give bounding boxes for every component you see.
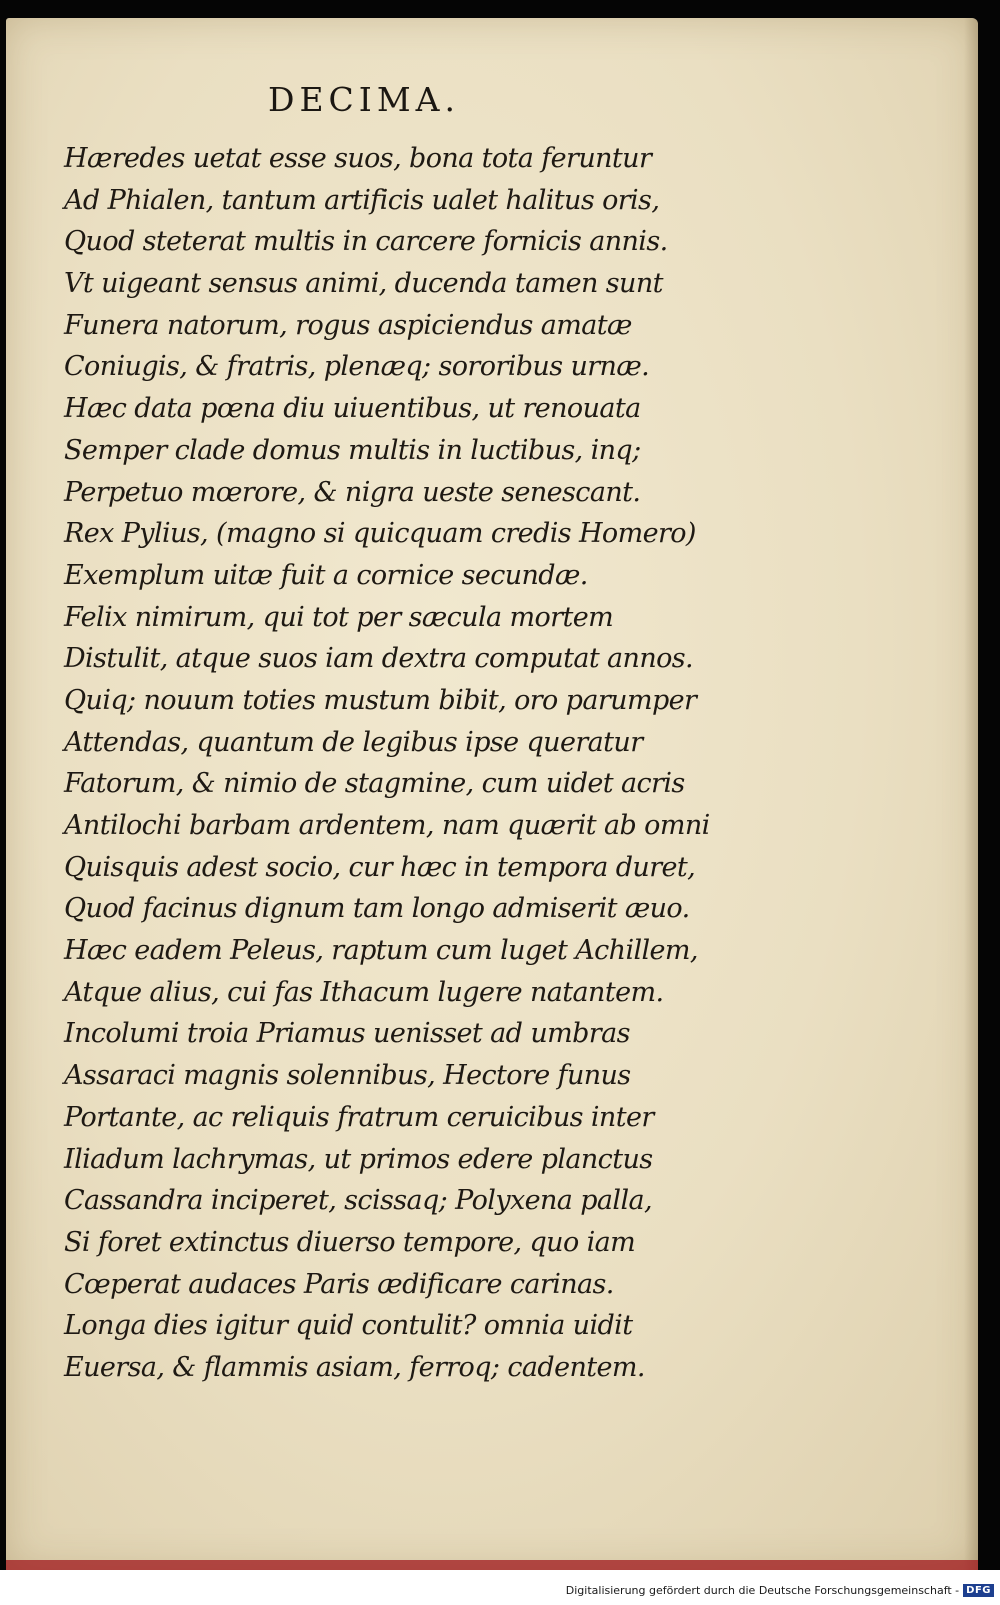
verse-line: Si foret extinctus diuerso tempore, quo iam [64,1226,636,1258]
verse-line: Ad Phialen, tantum artificis ualet halitus oris, [64,184,660,216]
verse-line: Antilochi barbam ardentem, nam quærit ab omni [64,810,710,841]
book-page [6,18,978,1570]
funding-credit: Digitalisierung gefördert durch die Deutsche Forschungsgemeinschaft - [565,1583,960,1597]
verse-line: Attendas, quantum de legibus ipse queratur [64,726,643,758]
verse-line: Hæc data pœna diu uiuentibus, ut renouata [64,393,641,425]
verse-line: Exemplum uitæ fuit a cornice secundæ. [64,559,588,591]
verse-line: Fatorum, & nimio de stagmine, cum uidet acris [64,768,685,800]
page-edge-shadow [964,18,978,1570]
verse-line: Quod steterat multis in carcere fornicis annis. [64,226,668,258]
verse-line: Hæc eadem Peleus, raptum cum luget Achillem, [64,935,698,967]
verse-line: Distulit, atque suos iam dextra computat annos. [64,643,694,675]
verse-line: Incolumi troia Priamus uenisset ad umbras [64,1018,630,1050]
running-head: DECIMA. [268,80,460,119]
verse-line: Vt uigeant sensus animi, ducenda tamen sunt [64,268,663,300]
verse-line: Portante, ac reliquis fratrum ceruicibus inter [64,1101,654,1133]
verse-line: Rex Pylius, (magno si quicquam credis Homero) [64,518,696,550]
verse-line: Funera natorum, rogus aspiciendus amatæ [64,309,632,341]
verse-text [64,138,710,1389]
verse-line: Quod facinus dignum tam longo admiserit æuo. [64,893,690,925]
verse-line: Quisquis adest socio, cur hæc in tempora duret, [64,851,696,883]
verse-line: Quiq; nouum toties mustum bibit, oro parumper [64,684,697,716]
verse-line: Cœperat audaces Paris ædificare carinas. [64,1268,614,1300]
funding-footer [566,1580,994,1600]
verse-line: Semper clade domus multis in luctibus, inq; [64,434,641,466]
verse-line: Cassandra inciperet, scissaq; Polyxena palla, [64,1185,652,1217]
verse-line: Iliadum lachrymas, ut primos edere planctus [64,1143,653,1175]
dfg-logo: DFG [963,1584,994,1597]
page-bottom-edge [6,1560,978,1570]
verse-line: Longa dies igitur quid contulit? omnia uidit [64,1310,633,1342]
verse-line: Hæredes uetat esse suos, bona tota feruntur [64,143,652,174]
verse-line: Felix nimirum, qui tot per sæcula mortem [64,601,614,633]
verse-line: Coniugis, & fratris, plenæq; sororibus urnæ. [64,351,650,383]
verse-line: Assaraci magnis solennibus, Hectore funus [64,1060,631,1092]
verse-line: Perpetuo mœrore, & nigra ueste senescant. [64,476,641,508]
verse-line: Atque alius, cui fas Ithacum lugere natantem. [64,976,664,1008]
verse-line: Euersa, & flammis asiam, ferroq; cadentem. [64,1351,645,1383]
